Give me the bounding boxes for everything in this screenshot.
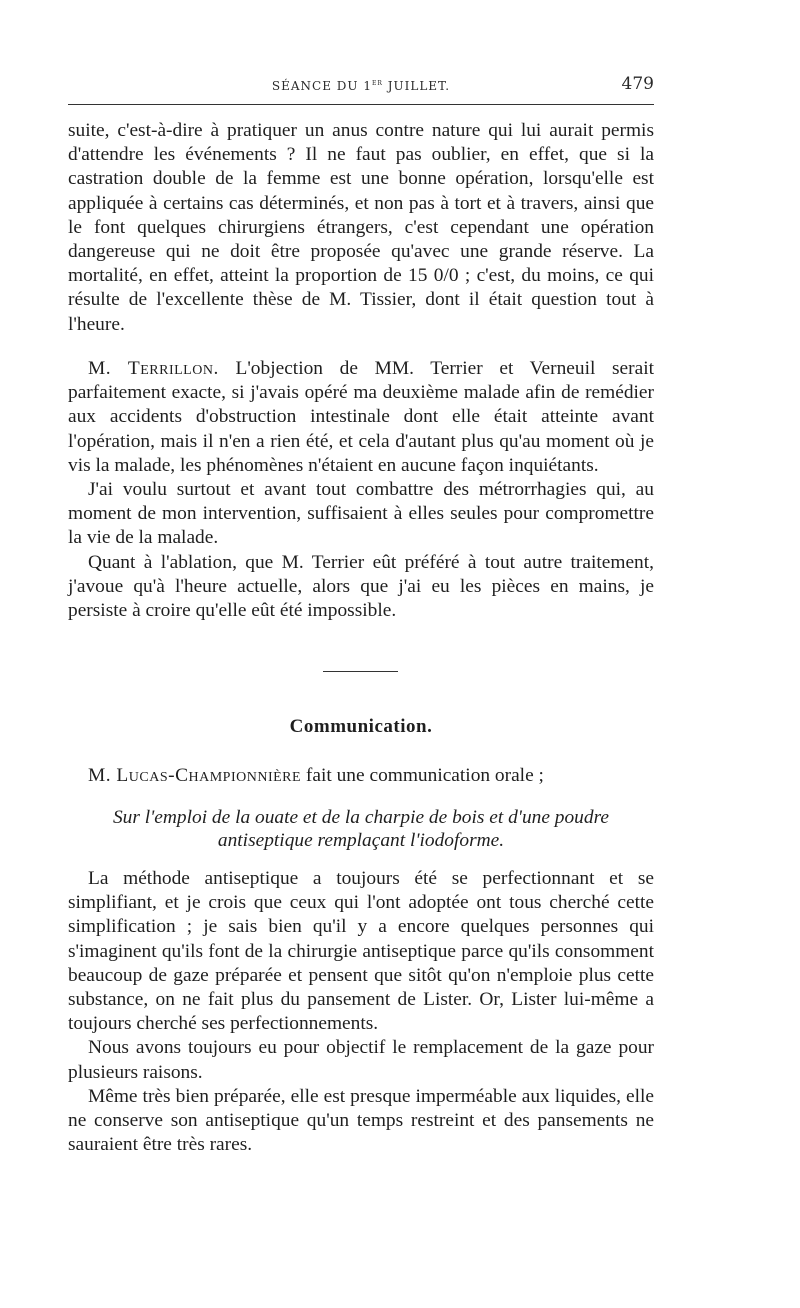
running-title-part-2: JUILLET. <box>382 79 451 93</box>
communication-speaker: M. Lucas-Championnière <box>88 765 302 786</box>
paragraph-metrorrhagies: J'ai voulu surtout et avant tout combattre des métrorrhagies qui, au moment de mon intervention, suffisaient à elles seules pour compromettre la vie de la malade. <box>68 479 654 549</box>
section-divider <box>323 671 398 672</box>
communication-intro-block <box>68 764 654 788</box>
communication-intro-text: fait une communication orale ; <box>301 765 544 786</box>
paragraph-continuation: suite, c'est-à-dire à pratiquer un anus contre nature qui lui aurait permis d'attendre les événements ? Il ne faut pas oublier, en effet, que si la castration double de la femme est une bonne opération, lorsqu'elle est appliquée à certains cas déterminés, et non pas à tort et à travers, ainsi que le font quelques chirurgiens étrangers, c'est cependant une opération dangereuse qui ne doit être proposée qu'avec une grande réserve. La mortalité, en effet, atteint la proportion de 15 0/0 ; c'est, du moins, ce qui résulte de l'excellente thèse de M. Tissier, dont il était question tout à l'heure. <box>68 120 654 335</box>
speaker-name: M. Terrillon. <box>88 358 219 379</box>
paragraph-gaze: Même très bien préparée, elle est presque imperméable aux liquides, elle ne conserve son antiseptique qu'un temps restreint et des pansements ne sauraient être très rares. <box>68 1085 654 1156</box>
running-title <box>68 78 654 93</box>
paragraph-terrillon <box>68 357 654 478</box>
communication-intro <box>68 764 654 788</box>
paragraph-objectif: Nous avons toujours eu pour objectif le remplacement de la gaze pour plusieurs raisons. <box>68 1037 654 1083</box>
terrillon-reply-block <box>68 357 654 623</box>
page-number: 479 <box>621 74 654 94</box>
paragraph-methode-antiseptique: La méthode antiseptique a toujours été se perfectionnant et se simplifiant, et je crois que ceux qui l'ont adoptée ont tous cherché cette simplification ; je sais bien qu'il y a encore quelques personnes qui s'imaginent qu'ils font de la chirurgie antiseptique parce qu'ils consomment beaucoup de gaze préparée et pensent que sitôt qu'on n'emploie plus cette substance, on ne fait plus du pansement de Lister. Or, Lister lui-même a toujours cherché ses perfectionnements. <box>68 868 654 1035</box>
header-rule <box>68 104 654 105</box>
running-title-superscript: er <box>371 78 383 88</box>
communication-subtitle <box>68 806 654 852</box>
paragraph-ablation: Quant à l'ablation, que M. Terrier eût préféré à tout autre traitement, j'avoue qu'à l'heure actuelle, alors que j'ai eu les pièces en mains, je persiste à croire qu'elle eût été impossible. <box>68 551 654 622</box>
continuation-paragraph-block <box>68 119 654 337</box>
communication-body-block <box>68 867 654 1157</box>
paragraph-terrillon-text: L'objection de MM. Terrier et Verneuil serait parfaitement exacte, si j'avais opéré ma deuxième malade afin de remédier aux accidents d'obstruction intestinale dont elle était atteinte avant l'opération, mais il n'en a rien été, et cela d'autant plus qu'au moment où je vis la malade, les phénomènes n'étaient en aucune façon inquiétants. <box>68 358 654 476</box>
running-head <box>68 72 654 98</box>
section-title: Communication. <box>289 716 433 737</box>
running-title-part-1: SÉANCE DU 1 <box>271 79 372 93</box>
subtitle-line-1: Sur l'emploi de la ouate et de la charpie de bois et d'une poudre <box>112 807 609 828</box>
subtitle-line-2: antiseptique remplaçant l'iodoforme. <box>217 830 505 851</box>
